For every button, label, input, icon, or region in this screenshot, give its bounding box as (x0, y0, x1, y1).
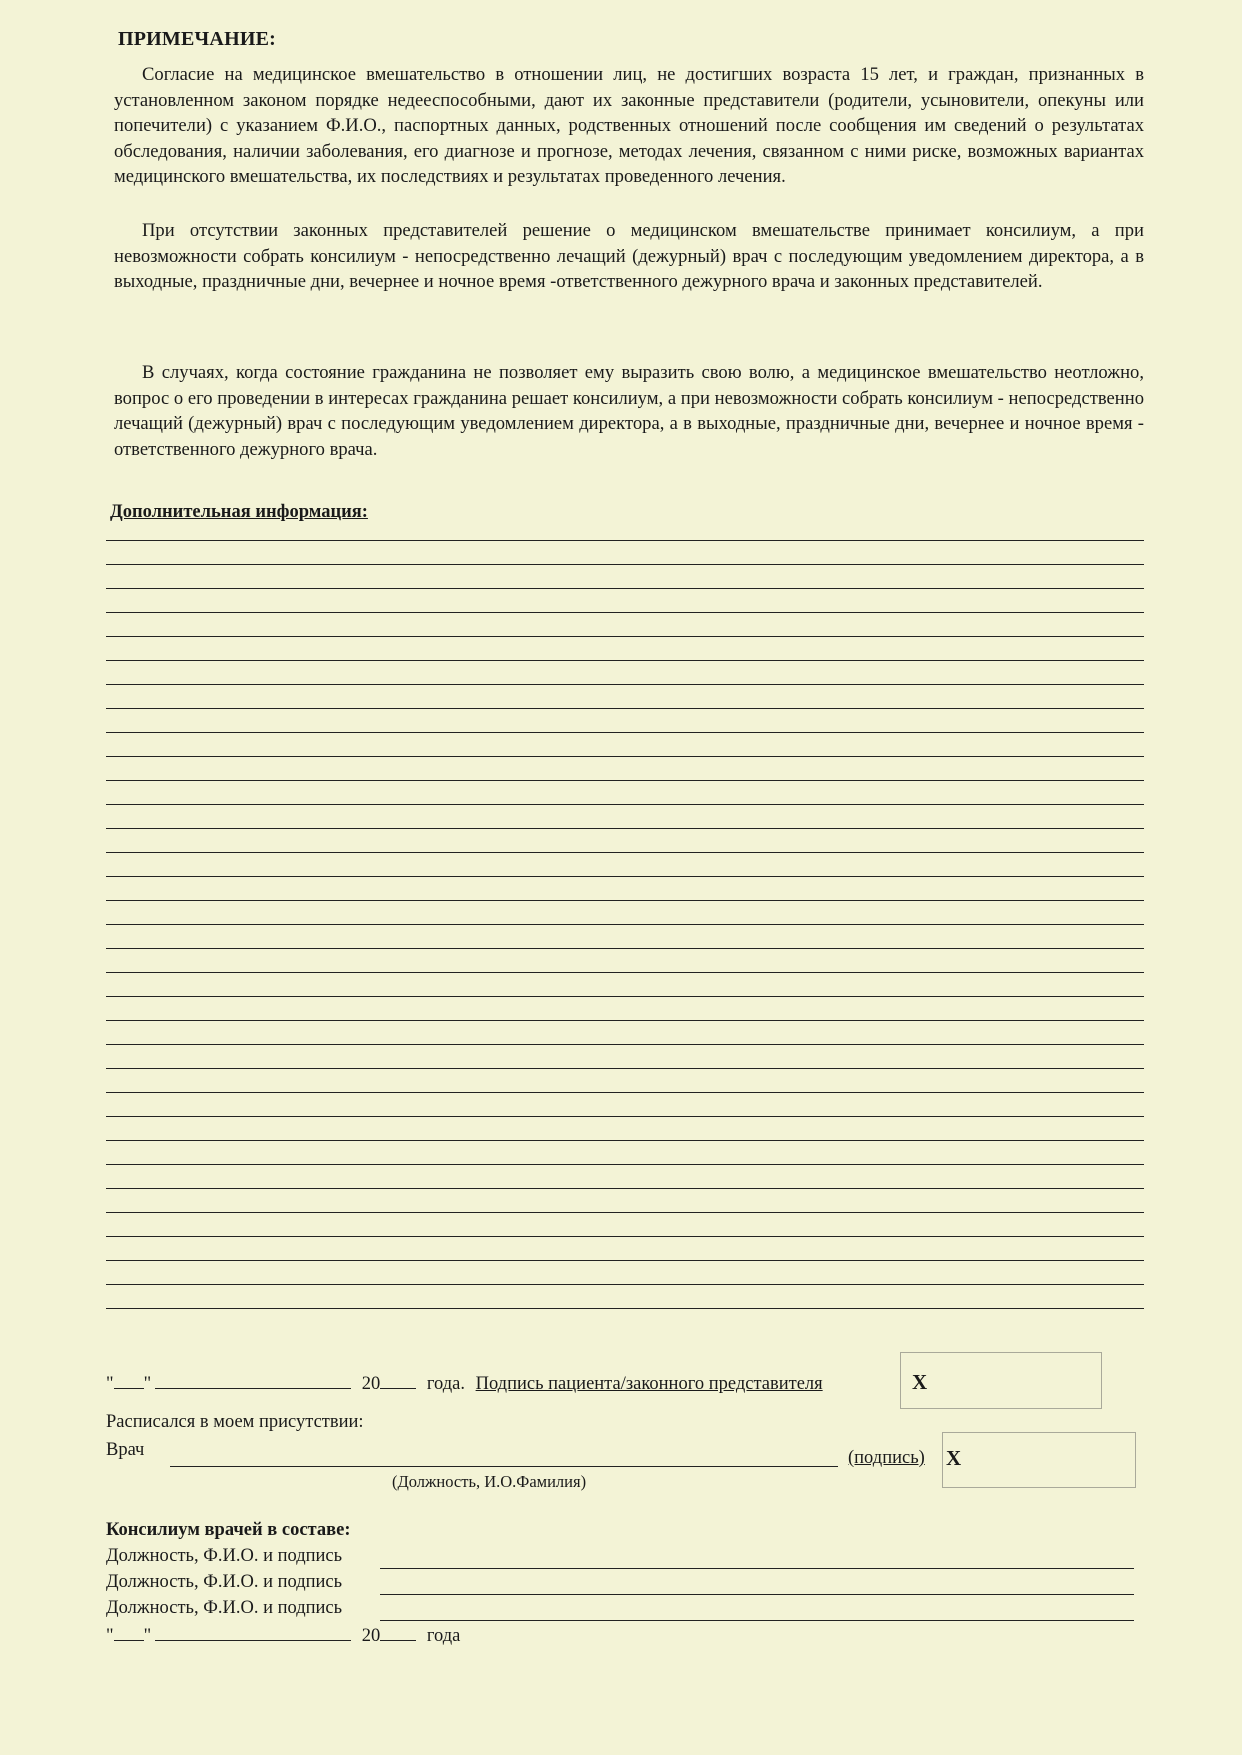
writing-line[interactable] (106, 948, 1144, 949)
writing-line[interactable] (106, 900, 1144, 901)
writing-line[interactable] (106, 1164, 1144, 1165)
year-suffix: года (426, 1626, 461, 1646)
writing-line[interactable] (106, 1044, 1144, 1045)
writing-line[interactable] (106, 540, 1144, 541)
quote-close: " (143, 1626, 152, 1646)
year-prefix: 20 (361, 1374, 381, 1394)
council-row-label: Должность, Ф.И.О. и подпись (106, 1546, 343, 1566)
writing-line[interactable] (106, 876, 1144, 877)
council-row-line[interactable] (380, 1620, 1134, 1621)
writing-line[interactable] (106, 588, 1144, 589)
note-paragraph-1: Согласие на медицинское вмешательство в отношении лиц, не достигших возраста 15 лет, и граждан, признанных в установленном законом порядке недееспособными, дают их законные представители (родители, усыновители, опекуны или попечители) с указанием Ф.И.О., паспортных данных, родственных отношений после сообщения им сведений о результатах обследования, наличии заболевания, его диагнозе и прогнозе, методах лечения, связанном с ними риске, возможных вариантах медицинского вмешательства, их последствиях и результатах проведенного лечения. (114, 64, 1144, 187)
council-title: Консилиум врачей в составе: (106, 1520, 351, 1540)
writing-line[interactable] (106, 1260, 1144, 1261)
writing-line[interactable] (106, 1140, 1144, 1141)
writing-line[interactable] (106, 1212, 1144, 1213)
doctor-sign-label: (подпись) (848, 1448, 925, 1468)
writing-line[interactable] (106, 1092, 1144, 1093)
writing-line[interactable] (106, 708, 1144, 709)
writing-line[interactable] (106, 924, 1144, 925)
council-row-label: Должность, Ф.И.О. и подпись (106, 1572, 343, 1592)
doctor-signature-mark: X (946, 1446, 962, 1470)
writing-line[interactable] (106, 1020, 1144, 1021)
writing-line[interactable] (106, 660, 1144, 661)
year-prefix: 20 (361, 1626, 381, 1646)
doctor-signature-box[interactable] (942, 1432, 1136, 1488)
year-field[interactable] (380, 1640, 416, 1641)
writing-line[interactable] (106, 684, 1144, 685)
quote-close: " (143, 1374, 152, 1394)
writing-line[interactable] (106, 780, 1144, 781)
writing-line[interactable] (106, 564, 1144, 565)
writing-line[interactable] (106, 828, 1144, 829)
writing-line[interactable] (106, 996, 1144, 997)
writing-line[interactable] (106, 1116, 1144, 1117)
day-field[interactable] (114, 1388, 144, 1389)
council-date-row (106, 1626, 460, 1647)
writing-line[interactable] (106, 1308, 1144, 1309)
writing-line[interactable] (106, 1236, 1144, 1237)
writing-line[interactable] (106, 636, 1144, 637)
patient-signature-box[interactable] (900, 1352, 1102, 1409)
patient-date-row (106, 1374, 823, 1395)
patient-signature-label: Подпись пациента/законного представителя (475, 1374, 823, 1394)
council-row-line[interactable] (380, 1568, 1134, 1569)
council-row-label: Должность, Ф.И.О. и подпись (106, 1598, 343, 1618)
writing-line[interactable] (106, 1068, 1144, 1069)
quote-open: " (106, 1626, 114, 1646)
note-paragraph-3: В случаях, когда состояние гражданина не позволяет ему выразить свою волю, а медицинское вмешательство неотложно, вопрос о его проведении в интересах гражданина решает консилиум, а при невозможности собрать консилиум - непосредственно лечащий (дежурный) врач с последующим уведомлением директора, а в выходные, праздничные дни, вечернее и ночное время - ответственного дежурного врача. (114, 362, 1144, 460)
month-field[interactable] (155, 1388, 351, 1389)
writing-line[interactable] (106, 1188, 1144, 1189)
quote-open: " (106, 1374, 114, 1394)
year-field[interactable] (380, 1388, 416, 1389)
doctor-label: Врач (106, 1440, 145, 1460)
council-row-line[interactable] (380, 1594, 1134, 1595)
doctor-name-line[interactable] (170, 1466, 838, 1467)
writing-line[interactable] (106, 804, 1144, 805)
doctor-name-caption: (Должность, И.О.Фамилия) (392, 1472, 587, 1491)
writing-line[interactable] (106, 612, 1144, 613)
patient-signature-mark: X (912, 1370, 928, 1394)
note-paragraph-2: При отсутствии законных представителей решение о медицинском вмешательстве принимает консилиум, а при невозможности собрать консилиум - непосредственно лечащий (дежурный) врач с последующим уведомлением директора, а в выходные, праздничные дни, вечернее и ночное время -ответственного дежурного врача и законных представителей. (114, 220, 1144, 292)
witness-label: Расписался в моем присутствии: (106, 1412, 364, 1432)
writing-line[interactable] (106, 1284, 1144, 1285)
note-title: ПРИМЕЧАНИЕ: (118, 28, 276, 50)
writing-line[interactable] (106, 852, 1144, 853)
writing-line[interactable] (106, 972, 1144, 973)
additional-info-title: Дополнительная информация: (110, 502, 368, 522)
day-field[interactable] (114, 1640, 144, 1641)
year-suffix: года. (426, 1374, 465, 1394)
writing-line[interactable] (106, 732, 1144, 733)
month-field[interactable] (155, 1640, 351, 1641)
writing-line[interactable] (106, 756, 1144, 757)
